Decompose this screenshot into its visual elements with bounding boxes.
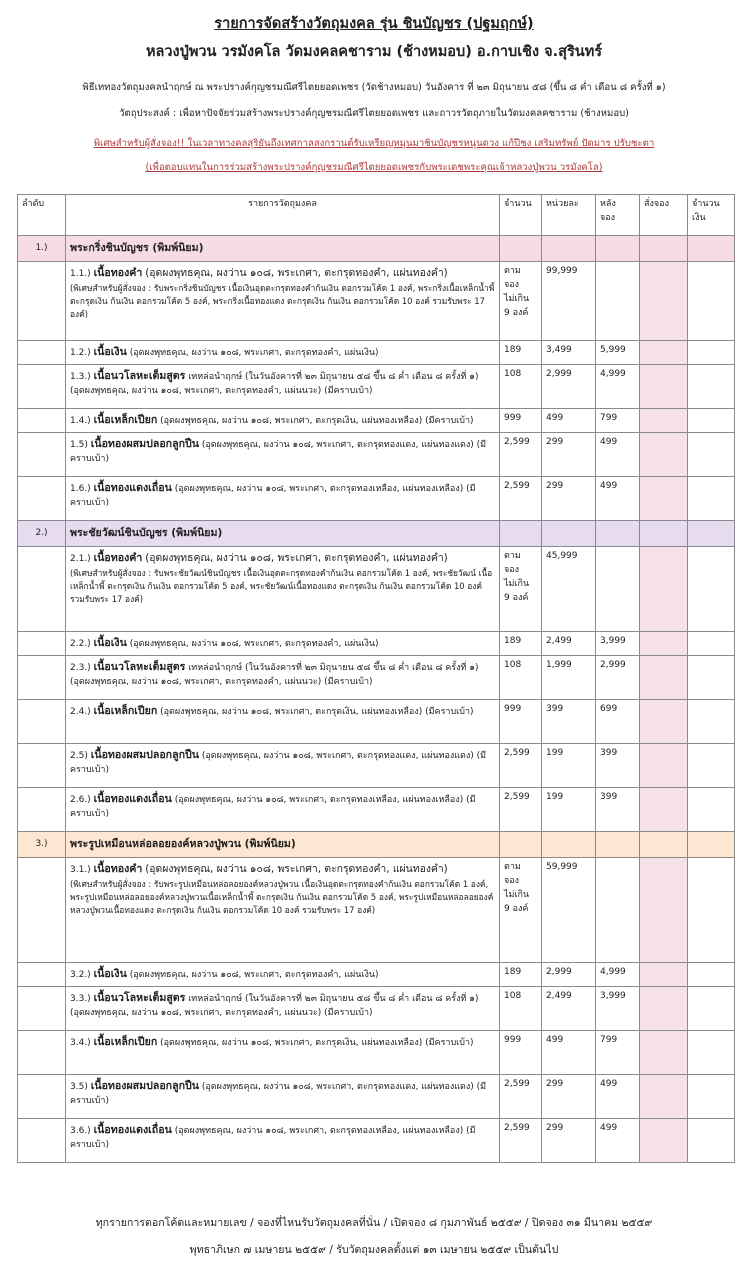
item-desc: (อุดผงพุทธคุณ, ผงว่าน ๑๐๘, พระเกศา, ตะกรุดทองคำ, แผ่นเงิน) [129,639,379,649]
item-desc: เทหล่อนำฤกษ์ (ในวันอังคารที่ ๒๓ มิถุนายน ๕๘ ขึ้น ๘ ค่ำ เดือน ๘ ครั้งที่ ๑) (อุดผงพุทธคุณ, ผงว่าน ๑๐๘, พระเกศา, ตะกรุดทองคำ, แผ่นนวะ) (มีคราบเบ้า) [70,372,479,396]
category-index: 3.) [18,832,66,858]
item-material: เนื้อเงิน [93,346,127,358]
col-header-after: หลัง จอง [596,195,640,236]
item-note: (พิเศษสำหรับผู้สั่งจอง : รับพระชัยวัฒน์ชินบัญชร เนื้อเงินอุดตะกรุดทองคำก้นเงิน ตอกรวมโค้ด 1 องค์, พระชัยวัฒน์ เนื้อเหล็กน้ำพี้ ตะกรุดเงิน ก้นเงิน ตอกรวมโค้ด 5 องค์, พระชัยวัฒน์เนื้อทองแดง ตะกรุดเงิน ก้นเงิน ตอกรวมโค้ด 10 องค์ รวมรับพระ 17 องค์) [70,567,493,604]
item-desc: (อุดผงพุทธคุณ, ผงว่าน ๑๐๘, พระเกศา, ตะกรุดทองคำ, แผ่นทองคำ) [145,552,448,564]
table-row [18,744,735,788]
table-row [18,963,735,987]
item-cell [66,700,500,744]
item-material: เนื้อทองแดงเถื่อน [93,482,172,494]
item-desc: (อุดผงพุทธคุณ, ผงว่าน ๑๐๘, พระเกศา, ตะกรุดทองคำ, แผ่นเงิน) [129,970,379,980]
item-qty: 2,599 [500,433,542,477]
item-cell [66,262,500,341]
item-cell [66,963,500,987]
item-after-price: 399 [596,788,640,832]
ceremony-text: พิธีเททองวัตถุมงคลนำฤกษ์ ณ พระปรางค์กุญชรมณีศรีไตยยอดเพชร (วัดช้างหมอบ) วันอังคาร ที่ ๒๓ มิถุนายน ๕๘ (ขึ้น ๘ ค่ำ เดือน ๘ ครั้งที่ ๑) [82,82,666,93]
item-no: 3.4.) [70,1038,91,1048]
item-material: เนื้อทองแดงเถื่อน [93,793,172,805]
table-row [18,341,735,365]
item-desc: (อุดผงพุทธคุณ, ผงว่าน ๑๐๘, พระเกศา, ตะกรุดเงิน, แผ่นทองเหลือง) (มีคราบเบ้า) [160,416,474,426]
item-qty: 2,599 [500,477,542,521]
item-price: 1,999 [542,656,596,700]
special-offer-text: พิเศษสำหรับผู้สั่งจอง!! ในเวลาทางคลสุริยันถึงเทศกาลสงกรานต์รับเหรียญหมุนมาชินบัญชรหนุนดวง แก้ปีชง เสริมทรัพย์ ปัดมาร ปรับชะตา [93,138,655,149]
item-qty: 2,599 [500,1075,542,1119]
amulet-list-table [17,194,735,1163]
item-material: เนื้อเงิน [93,637,127,649]
table-header-row [18,195,735,236]
item-material: เนื้อทองผสมปลอกลูกปืน [90,438,199,450]
table-row [18,1075,735,1119]
item-order-cell[interactable] [640,433,688,477]
item-desc: (อุดผงพุทธคุณ, ผงว่าน ๑๐๘, พระเกศา, ตะกรุดเงิน, แผ่นทองเหลือง) (มีคราบเบ้า) [160,1038,474,1048]
item-qty: ตาม จอง ไม่เกิน 9 องค์ [500,547,542,632]
item-no: 3.2.) [70,970,91,980]
col-header-amount: จำนวน เงิน [688,195,735,236]
item-no: 2.2.) [70,639,91,649]
item-after-price: 4,999 [596,365,640,409]
item-desc: (อุดผงพุทธคุณ, ผงว่าน ๑๐๘, พระเกศา, ตะกรุดทองแดง, แผ่นทองแดง) (มีคราบเบ้า) [70,751,487,775]
item-price: 59,999 [542,858,596,963]
item-amount-cell [688,987,735,1031]
item-qty: 999 [500,700,542,744]
item-price: 2,499 [542,987,596,1031]
table-row [18,409,735,433]
item-no: 3.3.) [70,994,91,1004]
item-desc: (อุดผงพุทธคุณ, ผงว่าน ๑๐๘, พระเกศา, ตะกรุดทองเหลือง, แผ่นทองเหลือง) (มีคราบเบ้า) [70,1126,476,1150]
item-order-cell[interactable] [640,656,688,700]
item-amount-cell [688,477,735,521]
item-after-price: 699 [596,700,640,744]
col-header-no: ลำดับ [18,195,66,236]
col-header-price: หน่วยละ [542,195,596,236]
item-order-cell[interactable] [640,365,688,409]
item-material: เนื้อเหล็กเปียก [93,1036,158,1048]
item-material: เนื้อทองผสมปลอกลูกปืน [90,749,199,761]
item-after-price [596,547,640,632]
item-cell [66,788,500,832]
special-offer-note: (เพื่อตอบแทนในการร่วมสร้างพระปรางค์กุญชรมณีศรีไตยยอดเพชรกับพระเดชพระคุณเจ้าหลวงปู่พวน วรมังคโล) [145,162,603,173]
col-header-order: สั่งจอง [640,195,688,236]
table-row [18,788,735,832]
item-cell [66,632,500,656]
table-row [18,700,735,744]
item-qty: 108 [500,365,542,409]
item-order-cell[interactable] [640,788,688,832]
item-cell [66,433,500,477]
item-order-cell[interactable] [640,632,688,656]
item-amount-cell [688,632,735,656]
item-no: 1.3.) [70,372,91,382]
footer-schedule: ทุกรายการตอกโค้ดและหมายเลข / จองที่ไหนรับวัตถุมงคลที่นั่น / เปิดจอง ๘ กุมภาพันธ์ ๒๕๕๙ / ปิดจอง ๓๑ มีนาคม ๒๕๕๙ [95,1217,653,1229]
category-row [18,832,735,858]
category-row [18,521,735,547]
item-amount-cell [688,1075,735,1119]
item-order-cell[interactable] [640,341,688,365]
page-subtitle: หลวงปู่พวน วรมังคโล วัดมงคลคชาราม (ช้างหมอบ) อ.กาบเชิง จ.สุรินทร์ [145,44,603,60]
table-row [18,656,735,700]
item-desc: (อุดผงพุทธคุณ, ผงว่าน ๑๐๘, พระเกศา, ตะกรุดทองคำ, แผ่นเงิน) [129,348,379,358]
item-cell [66,477,500,521]
item-order-cell[interactable] [640,963,688,987]
item-price: 299 [542,1119,596,1163]
item-no: 3.1.) [70,865,91,875]
item-no: 3.6.) [70,1126,91,1136]
table-row [18,433,735,477]
item-no: 1.2.) [70,348,91,358]
item-after-price: 3,999 [596,632,640,656]
table-row [18,262,735,341]
item-no: 2.5) [70,751,88,761]
item-note: (พิเศษสำหรับผู้สั่งจอง : รับพระกริ่งชินบัญชร เนื้อเงินอุดตะกรุดทองคำก้นเงิน ตอกรวมโค้ด 1 องค์, พระกริ่งเนื้อเหล็กน้ำพี้ ตะกรุดเงิน ก้นเงิน ตอกรวมโค้ด 5 องค์, พระกริ่งเนื้อทองแดง ตะกรุดเงิน ก้นเงิน ตอกรวมโค้ด 10 องค์ รวมรับพระ 17 องค์) [70,282,495,319]
item-qty: 189 [500,632,542,656]
item-cell [66,1119,500,1163]
table-row [18,1031,735,1075]
item-price: 399 [542,700,596,744]
col-header-qty: จำนวน [500,195,542,236]
footer-receive-date: พุทธาภิเษก ๗ เมษายน ๒๕๕๙ / รับวัตถุมงคลตั้งแต่ ๑๓ เมษายน ๒๕๕๙ เป็นต้นไป [189,1244,559,1256]
table-row [18,365,735,409]
item-price: 3,499 [542,341,596,365]
item-qty: 2,599 [500,744,542,788]
category-title: พระรูปเหมือนหล่อลอยองค์หลวงปู่พวน (พิมพ์นิยม) [66,832,500,858]
item-desc: เทหล่อนำฤกษ์ (ในวันอังคารที่ ๒๓ มิถุนายน ๕๘ ขึ้น ๘ ค่ำ เดือน ๘ ครั้งที่ ๑) (อุดผงพุทธคุณ, ผงว่าน ๑๐๘, พระเกศา, ตะกรุดทองคำ, แผ่นนวะ) (มีคราบเบ้า) [70,994,479,1018]
table-row [18,477,735,521]
item-qty: ตาม จอง ไม่เกิน 9 องค์ [500,858,542,963]
item-qty: 999 [500,409,542,433]
category-index: 1.) [18,236,66,262]
item-order-cell[interactable] [640,1075,688,1119]
item-cell [66,365,500,409]
item-desc: (อุดผงพุทธคุณ, ผงว่าน ๑๐๘, พระเกศา, ตะกรุดทองคำ, แผ่นทองคำ) [145,267,448,279]
item-material: เนื้อนวโลหะเต็มสูตร [93,370,186,382]
item-material: เนื้อทองคำ [93,552,143,564]
item-material: เนื้อเหล็กเปียก [93,414,158,426]
item-material: เนื้อเงิน [93,968,127,980]
item-after-price [596,858,640,963]
item-amount-cell [688,963,735,987]
item-cell [66,341,500,365]
item-price: 299 [542,1075,596,1119]
category-title: พระชัยวัฒน์ชินบัญชร (พิมพ์นิยม) [66,521,500,547]
item-after-price: 2,999 [596,656,640,700]
item-no: 1.6.) [70,484,91,494]
item-order-cell[interactable] [640,262,688,341]
item-qty: 999 [500,1031,542,1075]
table-row [18,1119,735,1163]
page-title: รายการจัดสร้างวัตถุมงคล รุ่น ชินบัญชร (ปฐมฤกษ์) [214,16,534,32]
item-amount-cell [688,656,735,700]
item-qty: 2,599 [500,1119,542,1163]
item-price: 2,999 [542,365,596,409]
item-no: 2.4.) [70,707,91,717]
item-desc: (อุดผงพุทธคุณ, ผงว่าน ๑๐๘, พระเกศา, ตะกรุดทองเหลือง, แผ่นทองเหลือง) (มีคราบเบ้า) [70,484,476,508]
item-no: 1.4.) [70,416,91,426]
item-after-price: 799 [596,1031,640,1075]
item-cell [66,744,500,788]
col-header-name: รายการวัตถุมงคล [66,195,500,236]
item-note: (พิเศษสำหรับผู้สั่งจอง : รับพระรูปเหมือนหล่อลอยองค์หลวงปู่พวน เนื้อเงินอุดตะกรุดทองคำก้นเงิน ตอกรวมโค้ด 1 องค์, พระรูปเหมือนหล่อลอยองค์หลวงปู่พวนเนื้อเหล็กน้ำพี้ ตะกรุดเงิน ก้นเงิน ตอกรวมโค้ด 5 องค์, พระรูปเหมือนหล่อลอยองค์หลวงปู่พวนเนื้อทองแดง ตะกรุดเงิน ก้นเงิน ตอกรวมโค้ด 10 องค์ รวมรับพระ 17 องค์) [70,878,494,915]
item-price: 99,999 [542,262,596,341]
item-material: เนื้อทองคำ [93,267,143,279]
item-amount-cell [688,365,735,409]
item-qty: 108 [500,987,542,1031]
item-amount-cell [688,262,735,341]
item-qty: 2,599 [500,788,542,832]
item-price: 2,499 [542,632,596,656]
item-material: เนื้อนวโลหะเต็มสูตร [93,661,186,673]
item-after-price: 499 [596,433,640,477]
item-price: 299 [542,433,596,477]
item-amount-cell [688,700,735,744]
item-price: 499 [542,409,596,433]
purpose-text: วัตถุประสงค์ : เพื่อหาปัจจัยร่วมสร้างพระปรางค์กุญชรมณีศรีไตยยอดเพชร และถาวรวัตถุภายในวัดมงคลคชาราม (ช้างหมอบ) [119,108,629,119]
item-qty: 189 [500,341,542,365]
item-no: 2.3.) [70,663,91,673]
item-desc: (อุดผงพุทธคุณ, ผงว่าน ๑๐๘, พระเกศา, ตะกรุดทองเหลือง, แผ่นทองเหลือง) (มีคราบเบ้า) [70,795,476,819]
table-row [18,858,735,963]
item-order-cell[interactable] [640,1031,688,1075]
item-material: เนื้อนวโลหะเต็มสูตร [93,992,186,1004]
item-after-price: 5,999 [596,341,640,365]
item-desc: (อุดผงพุทธคุณ, ผงว่าน ๑๐๘, พระเกศา, ตะกรุดทองแดง, แผ่นทองแดง) (มีคราบเบ้า) [70,1082,487,1106]
item-material: เนื้อทองคำ [93,863,143,875]
item-desc: เทหล่อนำฤกษ์ (ในวันอังคารที่ ๒๓ มิถุนายน ๕๘ ขึ้น ๘ ค่ำ เดือน ๘ ครั้งที่ ๑) (อุดผงพุทธคุณ, ผงว่าน ๑๐๘, พระเกศา, ตะกรุดทองคำ, แผ่นนวะ) (มีคราบเบ้า) [70,663,479,687]
item-price: 299 [542,477,596,521]
item-amount-cell [688,1119,735,1163]
item-amount-cell [688,744,735,788]
category-title: พระกริ่งชินบัญชร (พิมพ์นิยม) [66,236,500,262]
item-price: 499 [542,1031,596,1075]
item-order-cell[interactable] [640,1119,688,1163]
item-no: 2.1.) [70,554,91,564]
item-price: 199 [542,788,596,832]
item-cell [66,987,500,1031]
item-desc: (อุดผงพุทธคุณ, ผงว่าน ๑๐๘, พระเกศา, ตะกรุดเงิน, แผ่นทองเหลือง) (มีคราบเบ้า) [160,707,474,717]
item-order-cell[interactable] [640,700,688,744]
item-order-cell[interactable] [640,987,688,1031]
item-amount-cell [688,341,735,365]
item-order-cell[interactable] [640,744,688,788]
item-amount-cell [688,788,735,832]
item-after-price: 499 [596,1075,640,1119]
item-order-cell[interactable] [640,547,688,632]
item-no: 1.5) [70,440,88,450]
item-after-price [596,262,640,341]
item-after-price: 499 [596,1119,640,1163]
table-row [18,547,735,632]
item-order-cell[interactable] [640,409,688,433]
item-amount-cell [688,409,735,433]
item-cell [66,1031,500,1075]
item-qty: 189 [500,963,542,987]
item-cell [66,409,500,433]
item-no: 1.1.) [70,269,91,279]
item-amount-cell [688,547,735,632]
table-row [18,632,735,656]
item-qty: 108 [500,656,542,700]
item-amount-cell [688,858,735,963]
item-order-cell[interactable] [640,477,688,521]
item-amount-cell [688,1031,735,1075]
item-order-cell[interactable] [640,858,688,963]
item-desc: (อุดผงพุทธคุณ, ผงว่าน ๑๐๘, พระเกศา, ตะกรุดทองแดง, แผ่นทองแดง) (มีคราบเบ้า) [70,440,487,464]
item-after-price: 799 [596,409,640,433]
item-no: 2.6.) [70,795,91,805]
item-after-price: 399 [596,744,640,788]
item-desc: (อุดผงพุทธคุณ, ผงว่าน ๑๐๘, พระเกศา, ตะกรุดทองคำ, แผ่นทองคำ) [145,863,448,875]
table-row [18,987,735,1031]
item-cell [66,547,500,632]
item-after-price: 499 [596,477,640,521]
item-material: เนื้อเหล็กเปียก [93,705,158,717]
item-cell [66,656,500,700]
item-after-price: 4,999 [596,963,640,987]
item-cell [66,1075,500,1119]
item-material: เนื้อทองผสมปลอกลูกปืน [90,1080,199,1092]
item-qty: ตาม จอง ไม่เกิน 9 องค์ [500,262,542,341]
item-no: 3.5) [70,1082,88,1092]
item-price: 199 [542,744,596,788]
item-material: เนื้อทองแดงเถื่อน [93,1124,172,1136]
category-index: 2.) [18,521,66,547]
item-price: 2,999 [542,963,596,987]
item-price: 45,999 [542,547,596,632]
item-cell [66,858,500,963]
item-amount-cell [688,433,735,477]
category-row [18,236,735,262]
item-after-price: 3,999 [596,987,640,1031]
